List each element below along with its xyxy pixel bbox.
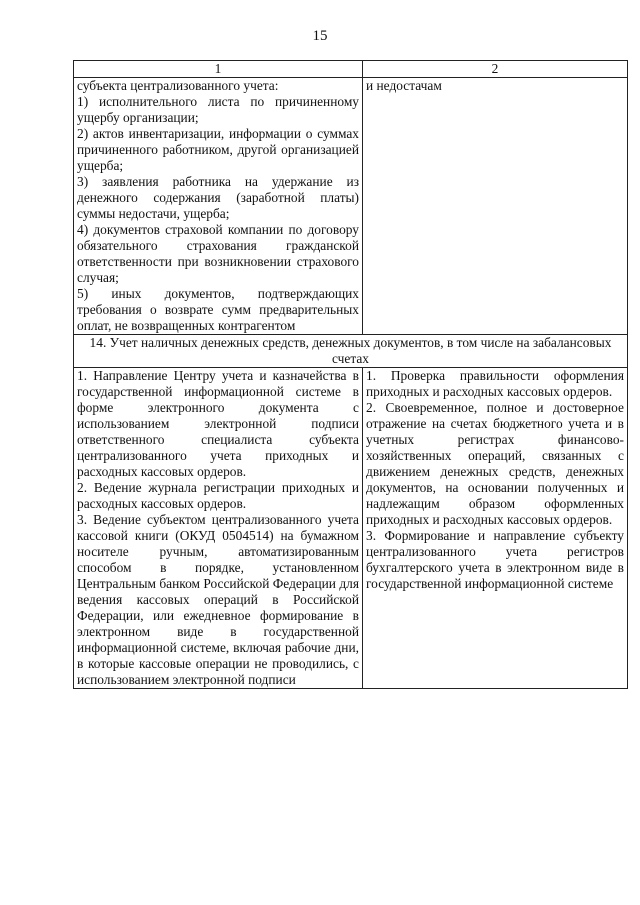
cell-paragraph: субъекта централизованного учета: [77,78,279,93]
table-row [74,368,628,689]
page-number: 15 [312,28,328,44]
cell-paragraph: и недостачам [366,78,442,93]
cell-paragraph: 3) заявления работника на удержание из денежного содержания (заработной платы) суммы недостачи, ущерба; [77,174,359,221]
column-header-1: 1 [74,61,363,78]
column-header-2: 2 [363,61,628,78]
cell-paragraph: 1. Направление Центру учета и казначейства в государственной информационной системе в форме электронного документа с использованием электронной подписи ответственного специалиста субъекта централизованного учета приходных и расходных кассовых ордеров. [77,368,359,479]
cell-paragraph: 2. Своевременное, полное и достоверное отражение на счетах бюджетного учета и в учетных регистрах финансово-хозяйственных операций, связанных с движением денежных средств, денежных документов, на основании полученных и надлежащим образом оформленных приходных и расходных кассовых ордеров. [366,400,624,527]
table-header-row [74,61,628,78]
cell-paragraph: 3. Ведение субъектом централизованного учета кассовой книги (ОКУД 0504514) на бумажном носителе ручным, автоматизированным способом в порядке, установленном Центральным банком Российской Федерации для ведения кассовых операций в Российской Федерации, или ежедневное формирование в электронном виде в государственной информационной системе, включая рабочие дни, в которые кассовые операции не проводились, с использованием электронной подписи [77,512,359,687]
cell-paragraph: 2. Ведение журнала регистрации приходных и расходных кассовых ордеров. [77,480,359,511]
cell-paragraph: 5) иных документов, подтверждающих требования о возврате сумм предварительных оплат, не возвращенных контрагентом [77,286,359,333]
section-title-row [74,335,628,368]
section-14-title: 14. Учет наличных денежных средств, денежных документов, в том числе на забалансовых счетах [74,335,628,368]
document-table [73,60,628,689]
table-row [74,78,628,335]
row1-right-cell [363,78,628,335]
cell-paragraph: 4) документов страховой компании по договору обязательного страхования гражданской ответственности при возникновении страхового случая; [77,222,359,285]
cell-paragraph: 3. Формирование и направление субъекту централизованного учета регистров бухгалтерского учета в электронном виде в государственной информационной системе [366,528,624,591]
row2-right-cell [363,368,628,689]
row2-left-cell [74,368,363,689]
cell-paragraph: 2) актов инвентаризации, информации о суммах причиненного работником, другой организацией ущерба; [77,126,359,173]
row1-left-cell [74,78,363,335]
cell-paragraph: 1) исполнительного листа по причиненному ущербу организации; [77,94,359,125]
cell-paragraph: 1. Проверка правильности оформления приходных и расходных кассовых ордеров. [366,368,624,399]
